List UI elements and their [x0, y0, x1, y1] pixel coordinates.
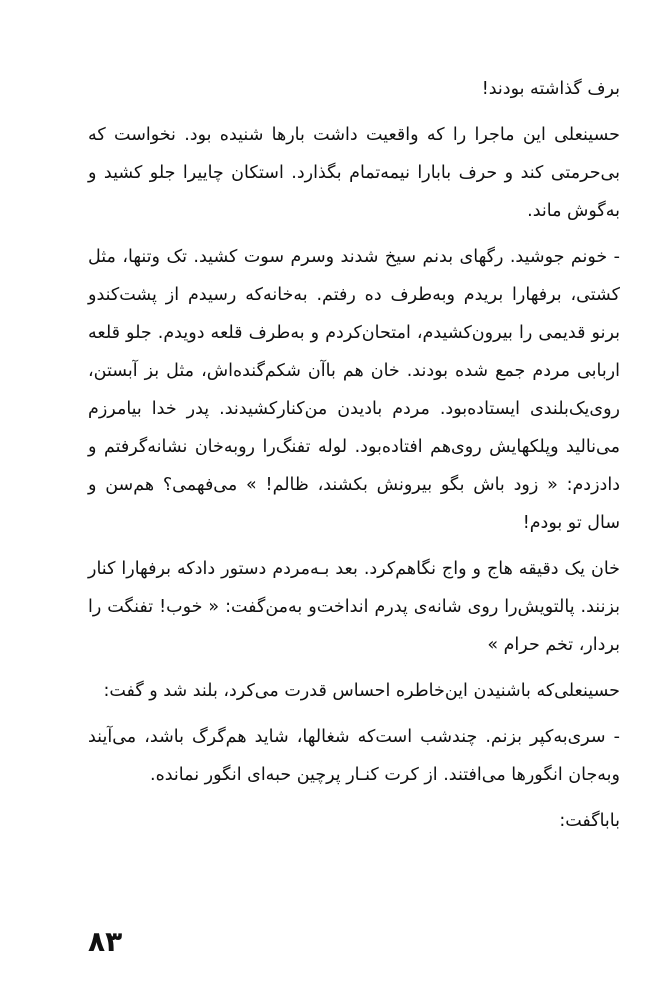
paragraph-1: برف گذاشته بودند!: [481, 79, 620, 99]
paragraph-6: - سری‌به‌کپر بزنم. چندشب است‌که شغالها، شاید هم‌گرگ باشد، می‌آیند وبه‌جان انگورها می‌افتند. از کرت کنـار پرچین حبه‌ای انگور نمانده.: [88, 727, 620, 785]
paragraph-5: حسینعلی‌که باشنیدن این‌خاطره احساس قدرت می‌کرد، بلند شد و گفت:: [103, 681, 620, 701]
paragraph-7: باباگفت:: [559, 811, 620, 831]
paragraph-2: حسینعلی این ماجرا را که واقعیت داشت بارها شنیده بود. نخواست که بی‌حرمتی کند و حرف بابارا نیمه‌تمام بگذارد. استکان چاییرا جلو کشید و به‌گوش ماند.: [88, 125, 620, 221]
page-number: ۸۳: [88, 925, 123, 958]
paragraph-3: - خونم جوشید. رگهای بدنم سیخ شدند وسرم سوت کشید. تک وتنها، مثل کشتی، برفهارا بریدم وبه‌طرف ده رفتم. به‌خانه‌که رسیدم از پشت‌کندو برنو قدیمی را بیرون‌کشیدم، امتحان‌کردم و به‌طرف قلعه دویدم. جلو قلعه اربابی مردم جمع شده بودند. خان هم باآن شکم‌گنده‌اش، مثل بز آبستن، روی‌یک‌بلندی ایستاده‌بود. مردم بادیدن من‌کنار‌کشیدند. پدر خدا بیامرزم می‌نالید وپلکهایش روی‌هم افتاده‌بود. لوله تفنگ‌را روبه‌خان نشانه‌گرفتم و دادزدم: « زود باش بگو بیرونش بکشند، ظالم! » می‌فهمی؟ هم‌سن و سال تو بودم!: [88, 247, 620, 533]
body-text: [88, 70, 620, 848]
paragraph-4: خان یک دقیقه هاج و واج نگاهم‌کرد. بعد بـه‌مردم دستور داد‌که برفهارا کنار بزنند. پالتویش‌را روی شانه‌ی پدرم انداخت‌و به‌من‌گفت: « خوب! تفنگت را بردار، تخم حرام »: [88, 559, 620, 655]
